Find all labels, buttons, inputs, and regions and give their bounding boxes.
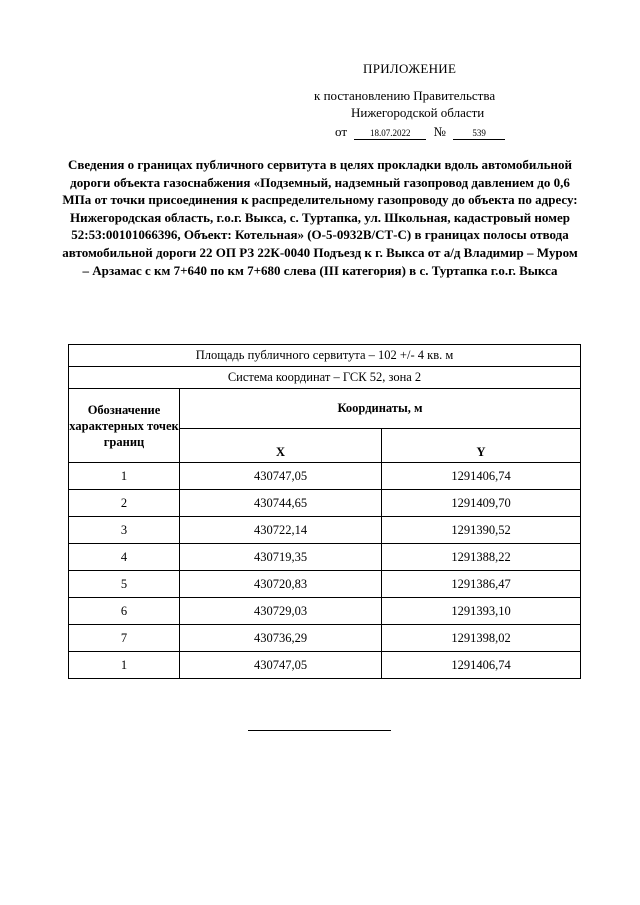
x-cell: 430729,03: [180, 598, 382, 625]
document-title: Сведения о границах публичного сервитута в целях прокладки вдоль автомобильной дороги объекта газоснабжения «Подземный, надземный газопровод давлением до 0,6 МПа от точки присоединения к распределительному газопроводу до объекта по адресу: Нижегородская область, г.о.г. Выкса, с. Туртапка, ул. Школьная, кадастровый номер 52:53:00101066396, Объект: Котельная» (О-5-0932В/СТ-С) в границах полосы отвода автомобильной дороги 22 ОП РЗ 22К-0040 Подъезд к г. Выкса от а/д Владимир – Муром – Арзамас с км 7+640 по км 7+680 слева (III категория) в с. Туртапка г.о.г. Выкса: [62, 157, 578, 278]
y-cell: 1291409,70: [382, 490, 581, 517]
table-row: [69, 571, 581, 598]
resolution-date: 18.07.2022: [354, 127, 426, 140]
number-label: №: [433, 124, 446, 139]
y-cell: 1291398,02: [382, 625, 581, 652]
y-cell: 1291406,74: [382, 652, 581, 679]
y-cell: 1291390,52: [382, 517, 581, 544]
y-header: Y: [382, 429, 581, 463]
point-cell: 6: [69, 598, 180, 625]
x-cell: 430744,65: [180, 490, 382, 517]
header-row: [69, 389, 581, 429]
x-cell: 430736,29: [180, 625, 382, 652]
point-cell: 1: [69, 652, 180, 679]
coordinates-table: [68, 344, 581, 679]
area-row: [69, 345, 581, 367]
point-cell: 1: [69, 463, 180, 490]
signature-divider: [248, 730, 391, 731]
region-line: Нижегородской области: [351, 105, 485, 120]
table-row: [69, 625, 581, 652]
resolution-line: к постановлению Правительства: [314, 88, 496, 103]
y-cell: 1291386,47: [382, 571, 581, 598]
system-row: [69, 367, 581, 389]
table-row: [69, 463, 581, 490]
point-cell: 3: [69, 517, 180, 544]
table-row: [69, 652, 581, 679]
coords-header: Координаты, м: [180, 389, 581, 429]
point-header: Обозначение характерных точек границ: [69, 389, 180, 463]
x-cell: 430720,83: [180, 571, 382, 598]
y-cell: 1291393,10: [382, 598, 581, 625]
table-row: [69, 544, 581, 571]
point-cell: 4: [69, 544, 180, 571]
x-cell: 430747,05: [180, 652, 382, 679]
table-row: [69, 490, 581, 517]
appendix-title: ПРИЛОЖЕНИЕ: [363, 61, 457, 76]
point-cell: 2: [69, 490, 180, 517]
area-cell: Площадь публичного сервитута – 102 +/- 4 кв. м: [69, 345, 581, 367]
x-cell: 430722,14: [180, 517, 382, 544]
y-cell: 1291406,74: [382, 463, 581, 490]
from-label: от: [335, 124, 348, 139]
point-cell: 5: [69, 571, 180, 598]
x-cell: 430747,05: [180, 463, 382, 490]
x-cell: 430719,35: [180, 544, 382, 571]
table-row: [69, 517, 581, 544]
resolution-number: 539: [453, 127, 505, 140]
coordinate-system-cell: Система координат – ГСК 52, зона 2: [69, 367, 581, 389]
point-cell: 7: [69, 625, 180, 652]
date-number-line: [335, 123, 505, 140]
table-row: [69, 598, 581, 625]
y-cell: 1291388,22: [382, 544, 581, 571]
x-header: X: [180, 429, 382, 463]
